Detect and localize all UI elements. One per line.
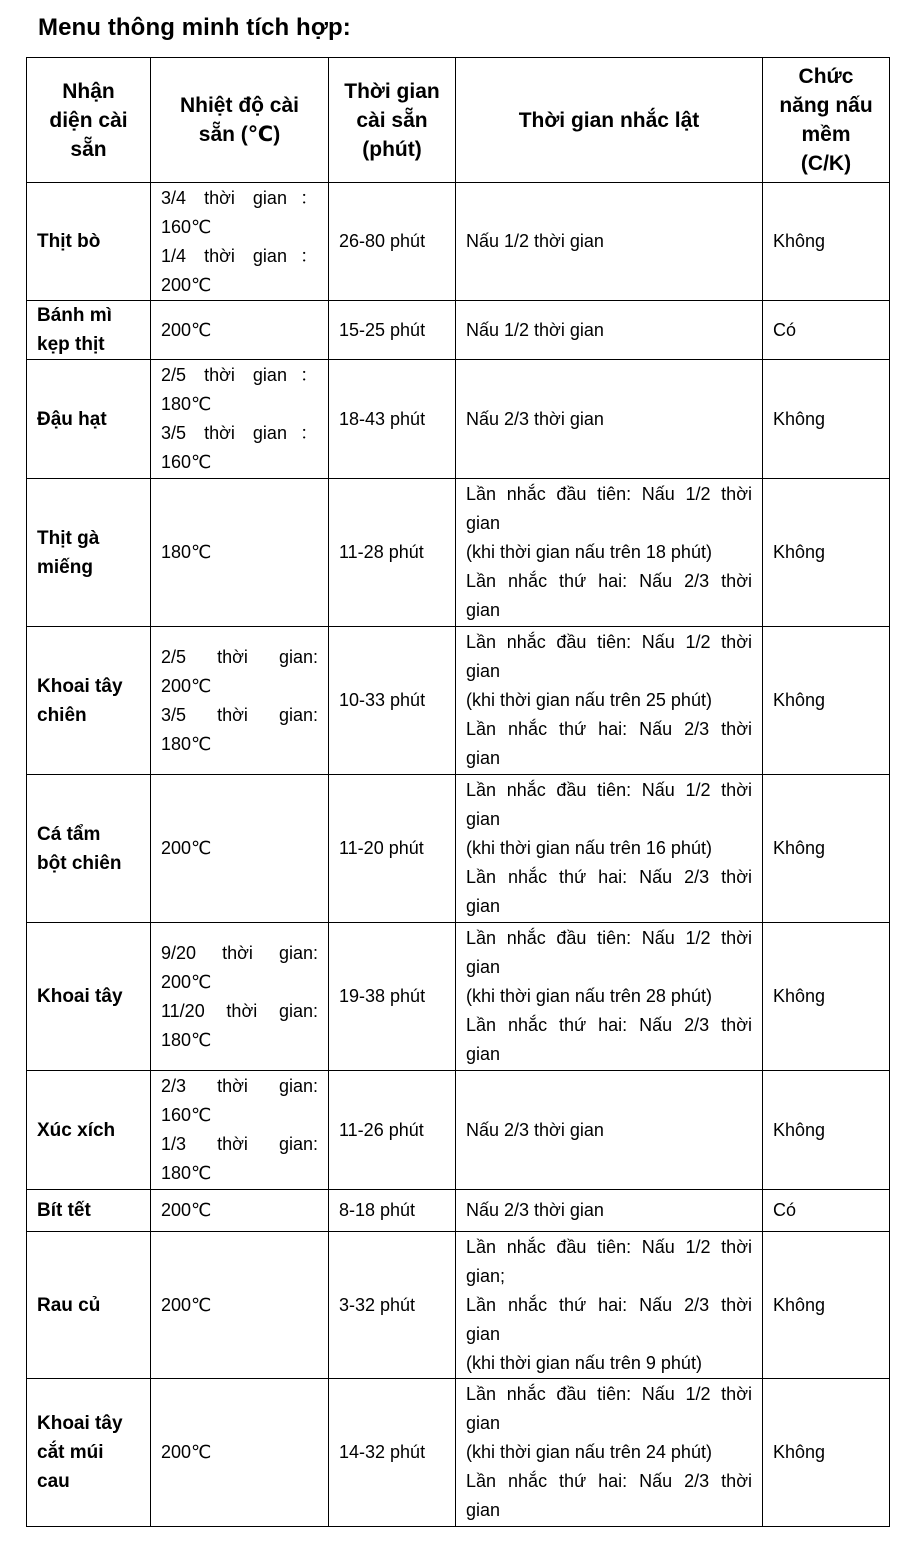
- cell-text-line: Lần nhắc thứ hai: Nấu 2/3 thời: [466, 1294, 752, 1315]
- cell-text-line: Cá tẩm: [37, 823, 101, 845]
- flip-reminder-cell: [456, 301, 763, 360]
- cell-text-line: (khi thời gian nấu trên 18 phút): [466, 542, 712, 562]
- soft-cook-cell: Không: [763, 360, 890, 479]
- cell-text-line: Nấu 1/2 thời gian: [466, 319, 604, 340]
- preset-name-cell: [27, 479, 151, 627]
- table-row: [27, 1379, 890, 1527]
- preset-time-cell: 11-20 phút: [329, 775, 456, 923]
- soft-cook-cell: Có: [763, 301, 890, 360]
- cell-text-line: gian: [466, 809, 501, 829]
- cell-text-line: Nhận: [62, 79, 115, 103]
- table-row: [27, 183, 890, 301]
- cell-text-line: 200℃: [161, 971, 212, 992]
- preset-temperature-cell: [151, 183, 329, 301]
- cell-text-line: 3/4 thời gian：: [161, 187, 318, 208]
- cell-text-line: 180℃: [161, 733, 212, 754]
- cell-text-line: sẵn: [70, 137, 107, 161]
- flip-reminder-cell: [456, 923, 763, 1071]
- cell-text-line: Lần nhắc đầu tiên: Nấu 1/2 thời: [466, 1384, 752, 1404]
- cell-text-line: năng nấu: [779, 94, 873, 117]
- cell-text-line: Khoai tây: [37, 986, 123, 1007]
- cell-text-line: cau: [37, 1471, 70, 1492]
- preset-time-cell: 26-80 phút: [329, 183, 456, 301]
- preset-name-cell: [27, 775, 151, 923]
- header-preset-name: [27, 58, 151, 183]
- cell-text-line: gian: [466, 1044, 501, 1064]
- cell-text-line: Đậu hạt: [37, 408, 107, 430]
- cell-text-line: 2/5 thời gian：: [161, 365, 318, 385]
- cell-text-line: Chức: [798, 65, 854, 88]
- cell-text-line: 11/20 thời gian:: [161, 1000, 318, 1021]
- soft-cook-cell: Không: [763, 627, 890, 775]
- preset-name-cell: [27, 627, 151, 775]
- flip-reminder-cell: [456, 1379, 763, 1527]
- cell-text-line: 200℃: [161, 1294, 212, 1315]
- cell-text-line: 9/20 thời gian:: [161, 942, 318, 963]
- soft-cook-cell: Không: [763, 1379, 890, 1527]
- soft-cook-cell: Không: [763, 479, 890, 627]
- table-row: [27, 301, 890, 360]
- preset-name-cell: [27, 923, 151, 1071]
- cell-text-line: gian: [466, 600, 501, 620]
- cell-text-line: diện cài: [49, 108, 128, 132]
- table-row: [27, 923, 890, 1071]
- cell-text-line: gian: [466, 1323, 501, 1344]
- soft-cook-cell: Có: [763, 1190, 890, 1232]
- flip-reminder-cell: [456, 627, 763, 775]
- smart-menu-table: [26, 57, 890, 1527]
- table-row: [27, 1071, 890, 1190]
- cell-text-line: Thời gian: [344, 79, 440, 103]
- cell-text-line: Lần nhắc thứ hai: Nấu 2/3 thời: [466, 1015, 752, 1035]
- preset-temperature-cell: [151, 301, 329, 360]
- cell-text-line: cài sẵn: [356, 108, 428, 132]
- cell-text-line: gian: [466, 1500, 501, 1520]
- preset-temperature-cell: [151, 360, 329, 479]
- table-row: [27, 1232, 890, 1379]
- preset-time-cell: 14-32 phút: [329, 1379, 456, 1527]
- flip-reminder-cell: [456, 1071, 763, 1190]
- cell-text-line: (khi thời gian nấu trên 9 phút): [466, 1352, 702, 1373]
- preset-name-cell: [27, 301, 151, 360]
- preset-temperature-cell: [151, 1379, 329, 1527]
- cell-text-line: Khoai tây: [37, 675, 123, 697]
- preset-time-cell: 11-28 phút: [329, 479, 456, 627]
- table-row: [27, 479, 890, 627]
- cell-text-line: Thời gian nhắc lật: [518, 108, 700, 132]
- flip-reminder-cell: [456, 360, 763, 479]
- header-preset-temperature: [151, 58, 329, 183]
- preset-name-cell: [27, 1379, 151, 1527]
- cell-text-line: Lần nhắc thứ hai: Nấu 2/3 thời: [466, 1471, 752, 1491]
- preset-time-cell: 3-32 phút: [329, 1232, 456, 1379]
- cell-text-line: gian: [466, 513, 501, 533]
- cell-text-line: 2/5 thời gian:: [161, 646, 318, 667]
- cell-text-line: gian: [466, 661, 501, 681]
- cell-text-line: Thịt gà: [37, 527, 100, 549]
- cell-text-line: gian: [466, 896, 501, 916]
- cell-text-line: Nấu 1/2 thời gian: [466, 231, 604, 251]
- preset-temperature-cell: [151, 1232, 329, 1379]
- cell-text-line: 3/5 thời gian：: [161, 423, 318, 443]
- preset-time-cell: 10-33 phút: [329, 627, 456, 775]
- cell-text-line: 180℃: [161, 1029, 212, 1050]
- cell-text-line: Lần nhắc đầu tiên: Nấu 1/2 thời: [466, 632, 752, 652]
- preset-time-cell: 18-43 phút: [329, 360, 456, 479]
- cell-text-line: Lần nhắc thứ hai: Nấu 2/3 thời: [466, 719, 752, 739]
- cell-text-line: sẵn (℃): [198, 123, 281, 146]
- cell-text-line: 160℃: [161, 1105, 212, 1125]
- preset-name-cell: [27, 1190, 151, 1232]
- cell-text-line: 200℃: [161, 1442, 212, 1462]
- preset-time-cell: 8-18 phút: [329, 1190, 456, 1232]
- cell-text-line: Xúc xích: [37, 1119, 116, 1141]
- cell-text-line: Khoai tây: [37, 1413, 123, 1434]
- cell-text-line: 200℃: [161, 274, 212, 295]
- cell-text-line: 180℃: [161, 542, 212, 562]
- cell-text-line: 200℃: [161, 675, 212, 696]
- cell-text-line: kẹp thịt: [37, 334, 105, 355]
- cell-text-line: (khi thời gian nấu trên 16 phút): [466, 838, 712, 858]
- header-preset-time: [329, 58, 456, 183]
- cell-text-line: gian: [466, 748, 501, 768]
- cell-text-line: Lần nhắc đầu tiên: Nấu 1/2 thời: [466, 780, 752, 800]
- flip-reminder-cell: [456, 775, 763, 923]
- preset-name-cell: [27, 183, 151, 301]
- soft-cook-cell: Không: [763, 183, 890, 301]
- cell-text-line: mềm: [801, 123, 851, 146]
- preset-temperature-cell: [151, 775, 329, 923]
- cell-text-line: 2/3 thời gian:: [161, 1076, 318, 1096]
- preset-time-cell: 19-38 phút: [329, 923, 456, 1071]
- preset-temperature-cell: [151, 627, 329, 775]
- cell-text-line: Lần nhắc đầu tiên: Nấu 1/2 thời: [466, 928, 752, 948]
- cell-text-line: Lần nhắc thứ hai: Nấu 2/3 thời: [466, 571, 752, 591]
- cell-text-line: 3/5 thời gian:: [161, 704, 318, 725]
- soft-cook-cell: Không: [763, 923, 890, 1071]
- preset-temperature-cell: [151, 479, 329, 627]
- preset-name-cell: [27, 1071, 151, 1190]
- cell-text-line: Nấu 2/3 thời gian: [466, 1119, 604, 1140]
- cell-text-line: 180℃: [161, 1163, 212, 1183]
- preset-temperature-cell: [151, 923, 329, 1071]
- cell-text-line: miếng: [37, 556, 93, 578]
- soft-cook-cell: Không: [763, 1071, 890, 1190]
- cell-text-line: bột chiên: [37, 852, 122, 874]
- page-title: Menu thông minh tích hợp:: [38, 14, 351, 41]
- cell-text-line: gian: [466, 1413, 501, 1433]
- cell-text-line: Nấu 2/3 thời gian: [466, 408, 604, 429]
- cell-text-line: Rau củ: [37, 1294, 101, 1316]
- header-flip-reminder: [456, 58, 763, 183]
- preset-temperature-cell: [151, 1190, 329, 1232]
- cell-text-line: Lần nhắc thứ hai: Nấu 2/3 thời: [466, 867, 752, 887]
- cell-text-line: gian;: [466, 1265, 506, 1286]
- cell-text-line: (khi thời gian nấu trên 24 phút): [466, 1442, 712, 1462]
- cell-text-line: 200℃: [161, 838, 212, 858]
- cell-text-line: Lần nhắc đầu tiên: Nấu 1/2 thời: [466, 1236, 752, 1257]
- cell-text-line: (C/K): [800, 152, 852, 175]
- flip-reminder-cell: [456, 183, 763, 301]
- soft-cook-cell: Không: [763, 775, 890, 923]
- flip-reminder-cell: [456, 1232, 763, 1379]
- cell-text-line: 200℃: [161, 319, 212, 340]
- cell-text-line: chiên: [37, 704, 87, 726]
- header-soft-cook: [763, 58, 890, 183]
- cell-text-line: cắt múi: [37, 1442, 104, 1463]
- flip-reminder-cell: [456, 1190, 763, 1232]
- cell-text-line: Nấu 2/3 thời gian: [466, 1200, 604, 1220]
- header-row: [27, 58, 890, 183]
- soft-cook-cell: Không: [763, 1232, 890, 1379]
- table-body: [27, 183, 890, 1527]
- cell-text-line: Bánh mì: [37, 305, 112, 326]
- cell-text-line: 160℃: [161, 452, 212, 472]
- table-row: [27, 775, 890, 923]
- cell-text-line: (phút): [362, 137, 422, 161]
- cell-text-line: Bít tết: [37, 1200, 91, 1221]
- preset-temperature-cell: [151, 1071, 329, 1190]
- cell-text-line: Thịt bò: [37, 231, 101, 252]
- cell-text-line: 1/3 thời gian:: [161, 1134, 318, 1154]
- cell-text-line: 200℃: [161, 1200, 212, 1220]
- flip-reminder-cell: [456, 479, 763, 627]
- cell-text-line: 1/4 thời gian：: [161, 245, 318, 266]
- preset-name-cell: [27, 360, 151, 479]
- cell-text-line: 180℃: [161, 394, 212, 414]
- preset-name-cell: [27, 1232, 151, 1379]
- preset-time-cell: 11-26 phút: [329, 1071, 456, 1190]
- cell-text-line: Nhiệt độ cài: [179, 94, 300, 117]
- preset-time-cell: 15-25 phút: [329, 301, 456, 360]
- table-row: [27, 360, 890, 479]
- table-row: [27, 627, 890, 775]
- cell-text-line: (khi thời gian nấu trên 28 phút): [466, 986, 712, 1006]
- cell-text-line: 160℃: [161, 216, 212, 237]
- table-row: [27, 1190, 890, 1232]
- cell-text-line: gian: [466, 957, 501, 977]
- cell-text-line: (khi thời gian nấu trên 25 phút): [466, 690, 712, 710]
- cell-text-line: Lần nhắc đầu tiên: Nấu 1/2 thời: [466, 484, 752, 504]
